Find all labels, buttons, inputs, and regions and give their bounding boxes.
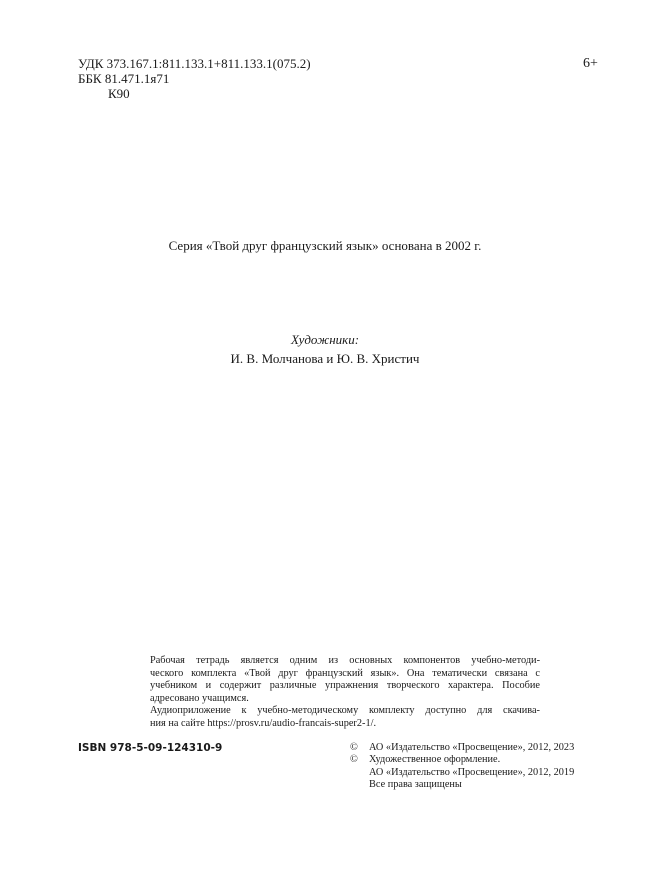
udk-code: УДК 373.167.1:811.133.1+811.133.1(075.2) [78, 56, 311, 71]
annotation-line: ния на сайте https://prosv.ru/audio-francais-super2-1/. [150, 717, 377, 729]
annotation-line: ческого комплекта «Твой друг французский язык». Она тематически связана с [150, 667, 540, 679]
age-rating: 6+ [583, 56, 598, 71]
annotation-line: учебником и содержит различные упражнения творческого характера. Пособие [150, 680, 540, 692]
bbk-code: ББК 81.471.1я71 [78, 71, 170, 86]
author-mark: К90 [108, 86, 130, 101]
copyright-line: Все права защищены [369, 779, 462, 791]
copyright-line: АО «Издательство «Просвещение», 2012, 2019 [369, 766, 575, 778]
library-codes [78, 56, 311, 101]
annotation [150, 655, 540, 731]
isbn: ISBN 978-5-09-124310-9 [78, 742, 223, 754]
annotation-line: адресовано учащимся. [150, 692, 249, 704]
copyright-line: Художественное оформление. [369, 754, 501, 766]
annotation-line: Рабочая тетрадь является одним из основных компонентов учебно-методи- [150, 655, 540, 666]
copyright-symbol: © [350, 742, 358, 753]
annotation-line: Аудиоприложение к учебно-методическому комплекту доступно для скачива- [150, 705, 540, 717]
copyright-line: АО «Издательство «Просвещение», 2012, 2023 [369, 742, 575, 753]
copyright-symbol: © [350, 754, 358, 766]
copyright-block [350, 742, 574, 792]
artists-names: И. В. Молчанова и Ю. В. Христич [230, 351, 420, 366]
series-line: Серия «Твой друг французский язык» основана в 2002 г. [168, 238, 482, 253]
artists-title: Художники: [290, 332, 360, 347]
